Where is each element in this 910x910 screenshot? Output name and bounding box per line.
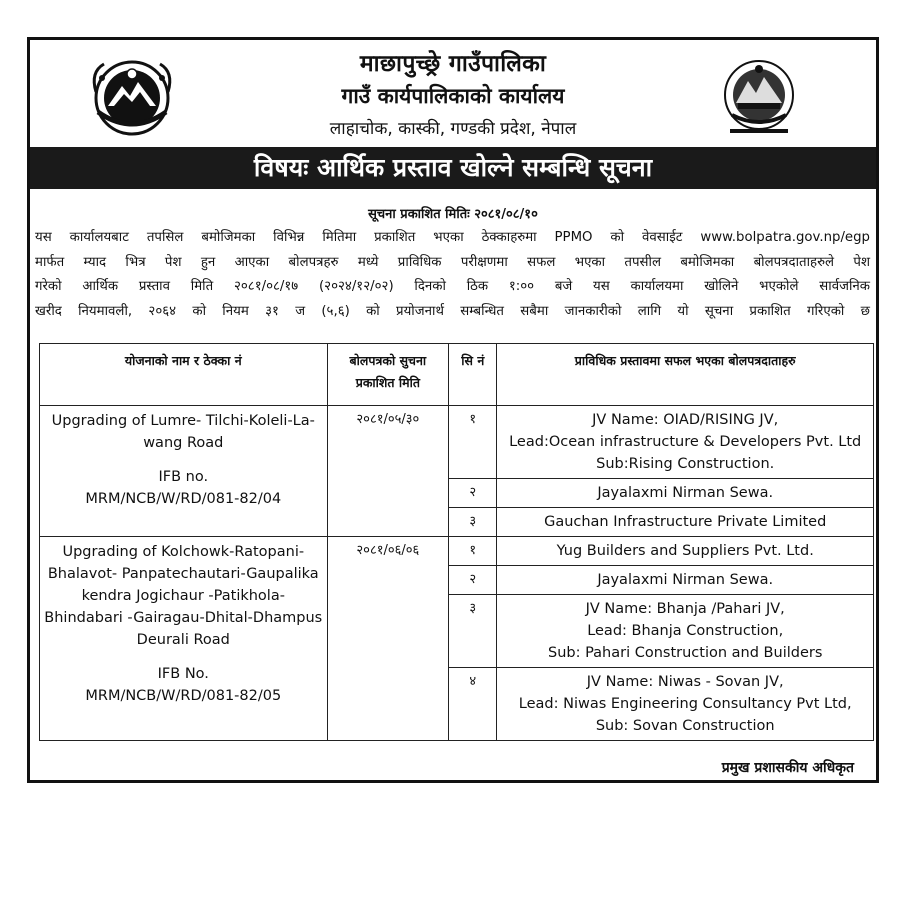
bidder-cell: Gauchan Infrastructure Private Limited [497,508,874,537]
bidder-line: Lead: Niwas Engineering Consultancy Pvt Ltd, [518,696,852,712]
header-project: योजनाको नाम र ठेक्का नं [40,344,328,406]
bidder-cell [497,668,874,741]
notice-date-cell: २०८१/०६/०६ [327,537,449,741]
sn-cell: ३ [449,508,497,537]
office-name: गाउँ कार्यपालिकाको कार्यालय [341,84,565,108]
notice-frame [27,37,879,783]
bidder-cell [497,406,874,479]
ifb-label: IFB No. [157,666,209,682]
ifb-number: MRM/NCB/W/RD/081-82/04 [85,491,282,507]
project-cell [40,406,328,537]
project-name: Upgrading of Kolchowk-Ratopani-Bhalavot- Panpatechautari-Gaupalika kendra Jogichaur -Patikhola-Bhindabari -Gairagau-Dhital-Dhampus Deurali Road [44,544,323,648]
intro-line: गरेको आर्थिक प्रस्ताव मिति २०८१/०८/१७ (२०२४/१२/०२) दिनको ठिक १:०० बजे यस कार्यालयमा खोलिने भएकोले सार्वजनिक [35,279,870,294]
ifb-number: MRM/NCB/W/RD/081-82/05 [85,688,282,704]
intro-paragraph [35,226,870,324]
project-name: Upgrading of Lumre- Tilchi-Koleli-La-wang Road [51,413,315,451]
bidder-cell: Jayalaxmi Nirman Sewa. [497,566,874,595]
intro-line: खरीद नियमावली, २०६४ को नियम ३१ ज (५,६) को प्रयोजनार्थ सम्बन्धित सबैमा जानकारीको लागि यो सूचना प्रकाशित गरिएको छ [35,303,870,319]
sn-cell: २ [449,479,497,508]
project-cell [40,537,328,741]
bidder-line: JV Name: Bhanja /Pahari JV, [585,601,785,617]
signatory-title: प्रमुख प्रशासकीय अधिकृत [721,760,854,776]
bidder-line: JV Name: OIAD/RISING JV, [592,412,779,428]
sn-cell: ३ [449,595,497,668]
table-row [40,406,874,479]
bidder-line: Sub:Rising Construction. [596,456,775,472]
bidder-line: Lead:Ocean infrastructure & Developers Pvt. Ltd [509,434,862,450]
subject-banner: विषयः आर्थिक प्रस्ताव खोल्ने सम्बन्धि सूचना [30,147,876,189]
bidder-cell [497,595,874,668]
table-header-row [40,344,874,406]
sn-cell: १ [449,537,497,566]
publication-date: सूचना प्रकाशित मितिः २०८१/०८/१० [368,207,538,222]
header-bidders: प्राविधिक प्रस्तावमा सफल भएका बोलपत्रदाताहरु [497,344,874,406]
header-notice-date: बोलपत्रको सुचना प्रकाशित मिति [327,344,449,406]
bidder-line: Sub: Sovan Construction [595,718,775,734]
bidder-line: Sub: Pahari Construction and Builders [547,645,823,661]
bidder-cell: Yug Builders and Suppliers Pvt. Ltd. [497,537,874,566]
office-address: लाहाचोक, कास्की, गण्डकी प्रदेश, नेपाल [329,119,577,139]
notice-date-cell: २०८१/०५/३० [327,406,449,537]
sn-cell: १ [449,406,497,479]
header-sn: सि नं [449,344,497,406]
intro-line: मार्फत म्याद भित्र पेश हुन आएका बोलपत्रहरु मध्ये प्राविधिक परीक्षणमा सफल भएका तपसील बमोजिमका बोलपत्रदाताहरुले पेश [35,254,870,270]
intro-line: यस कार्यालयबाट तपसिल बमोजिमका विभिन्न मितिमा प्रकाशित भएका ठेक्काहरुमा PPMO को वेवसाईट www.bolpatra.gov.np/egp [35,230,870,245]
bidder-line: Lead: Bhanja Construction, [587,623,784,639]
bidder-line: JV Name: Niwas - Sovan JV, [586,674,784,690]
sn-cell: ४ [449,668,497,741]
table-row [40,537,874,566]
bidder-cell: Jayalaxmi Nirman Sewa. [497,479,874,508]
org-name: माछापुच्छ्रे गाउँपालिका [359,51,547,77]
sn-cell: २ [449,566,497,595]
ifb-label: IFB no. [158,469,209,485]
bidders-table [39,343,874,741]
